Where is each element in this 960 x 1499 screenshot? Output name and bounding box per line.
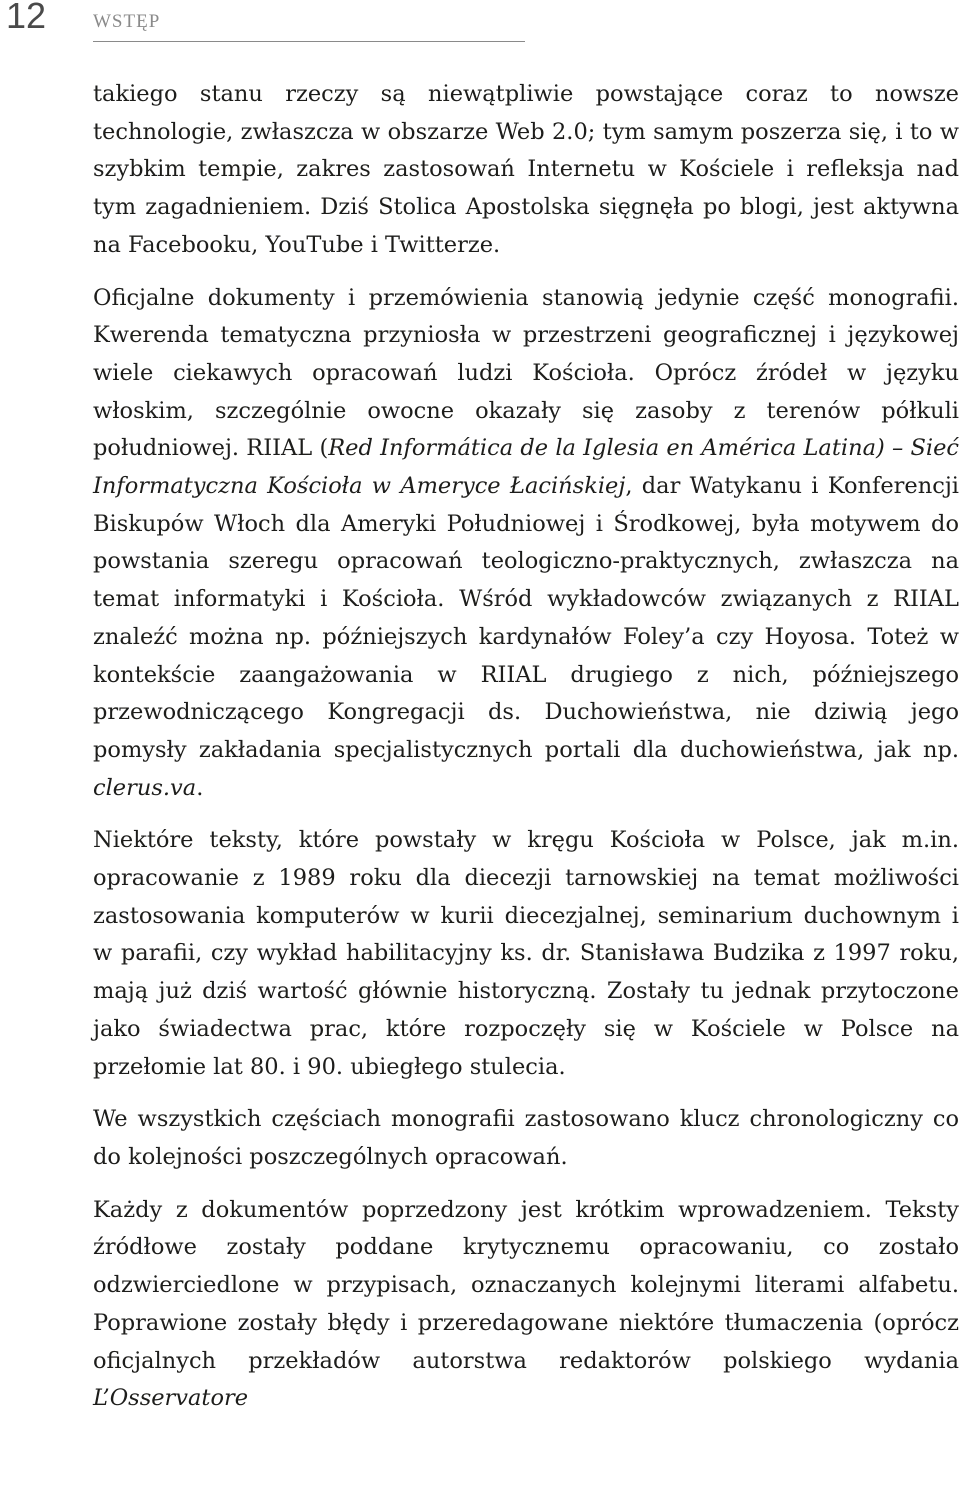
text-run: We wszystkich częściach monografii zastosowano klucz chronologiczny co do kolejności poszczególnych opracowań. bbox=[93, 1106, 959, 1170]
text-run: . bbox=[196, 774, 204, 801]
paragraph bbox=[93, 280, 959, 808]
text-run: , dar Watykanu i Konferencji Biskupów Włoch dla Ameryki Południowej i Środkowej, była motywem do powstania szeregu opracowań teologiczno-praktycznych, zwłaszcza na temat informatyki i Kościoła. Wśród wykładowców związanych z RIIAL znaleźć można np. późniejszych kardynałów Foley’a czy Hoyosa. Toteż w kontekście zaangażowania w RIIAL drugiego z nich, późniejszego przewodniczącego Kongregacji ds. Duchowieństwa, nie dziwią jego pomysły zakładania specjalistycznych portali dla duchowieństwa, jak np. bbox=[93, 473, 960, 763]
page-number: 12 bbox=[6, 0, 47, 36]
italic-text-run: L’Osservatore bbox=[93, 1385, 249, 1412]
text-run: Niektóre teksty, które powstały w kręgu Kościoła w Polsce, jak m.in. opracowanie z 1989 roku dla diecezji tarnowskiej na temat możliwości zastosowania komputerów w kurii diecezjalnej, seminarium duchownym i w parafii, czy wykład habilitacyjny ks. dr. Stanisława Budzika z 1997 roku, mają już dziś wartość głównie historyczną. Zostały tu jednak przytoczone jako świadectwa prac, które rozpoczęły się w Kościele w Polsce na przełomie lat 80. i 90. ubiegłego stulecia. bbox=[93, 827, 959, 1080]
paragraph bbox=[93, 1101, 959, 1176]
header-rule bbox=[93, 41, 525, 42]
running-head: WSTĘP bbox=[93, 11, 161, 32]
text-run: Oficjalne dokumenty i przemówienia stanowią jedynie część monografii. Kwerenda tematyczna przyniosła w przestrzeni geograficznej i językowej wiele ciekawych opracowań ludzi Kościoła. Oprócz źródeł w języku włoskim, szczególnie owocne okazały się zasoby z terenów półkuli południowej. RIIAL ( bbox=[93, 284, 959, 462]
paragraph bbox=[93, 76, 959, 265]
italic-text-run: clerus.va bbox=[93, 774, 197, 801]
text-run: Każdy z dokumentów poprzedzony jest krótkim wprowadzeniem. Teksty źródłowe zostały poddane krytycznemu opracowaniu, co zostało odzwierciedlone w przypisach, oznaczanych kolejnymi literami alfabetu. Poprawione zostały błędy i przeredagowane niektóre tłumaczenia (oprócz oficjalnych przekładów autorstwa redaktorów polskiego wydania bbox=[93, 1196, 959, 1374]
italic-text-run: Red Informática de la Iglesia en América Latina) – Sieć Informatyczna Kościoła w Ameryce Łacińskiej bbox=[93, 435, 959, 500]
text-run: takiego stanu rzeczy są niewątpliwie powstające coraz to nowsze technologie, zwłaszcza w obszarze Web 2.0; tym samym poszerza się, i to w szybkim tempie, zakres zastosowań Internetu w Kościele i refleksja nad tym zagadnieniem. Dziś Stolica Apostolska sięgnęła po blogi, jest aktywna na Facebooku, YouTube i Twitterze. bbox=[93, 81, 959, 258]
paragraph bbox=[93, 822, 959, 1086]
paragraph bbox=[93, 1192, 959, 1418]
body-text bbox=[93, 76, 959, 1418]
